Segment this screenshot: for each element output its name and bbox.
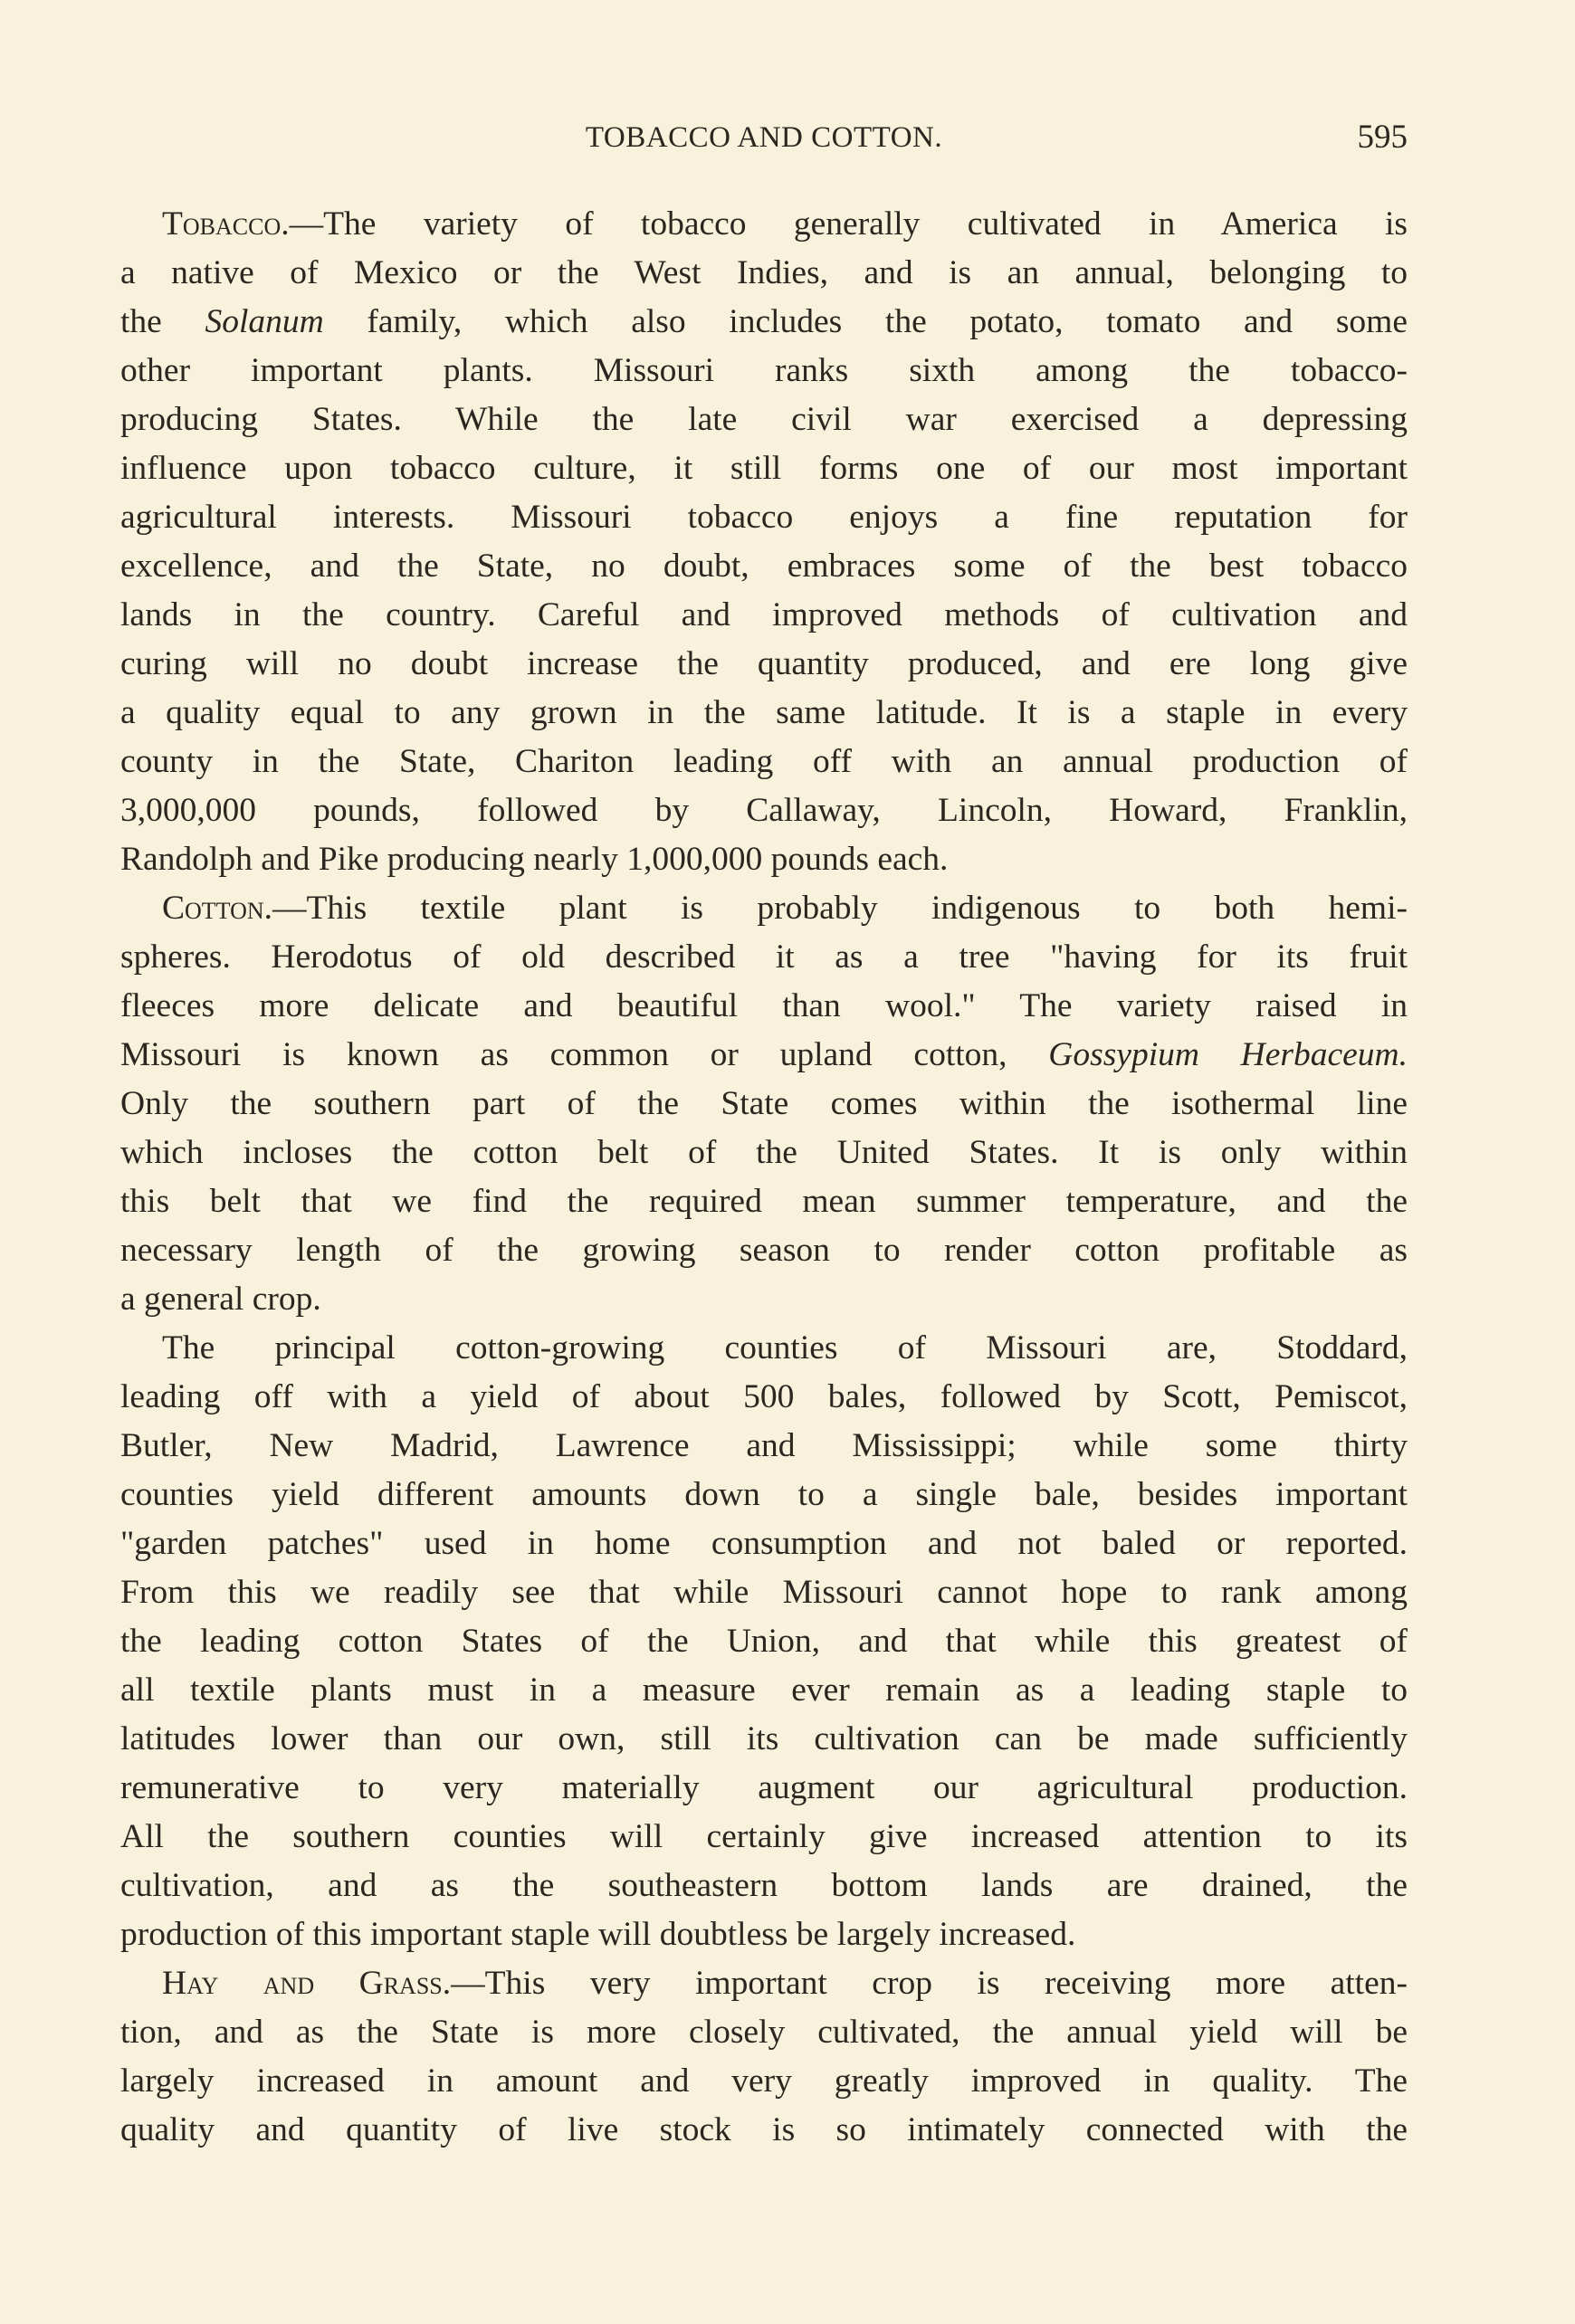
text-line — [120, 200, 1408, 249]
text-line — [120, 1617, 1408, 1666]
text-run: From this we readily see that while Missouri cannot hope to rank among — [120, 1574, 1408, 1611]
text-run: all textile plants must in a measure ever remain as a leading staple to — [120, 1672, 1408, 1709]
text-run: largely increased in amount and very greatly improved in quality. The — [120, 2062, 1408, 2100]
text-line — [120, 2008, 1408, 2057]
text-line — [120, 1813, 1408, 1862]
italic-term: Solanum — [205, 303, 324, 340]
text-line — [120, 591, 1408, 640]
text-line — [120, 1862, 1408, 1910]
text-line — [120, 1910, 1408, 1959]
text-run: a quality equal to any grown in the same latitude. It is a staple in every — [120, 694, 1408, 731]
text-line — [120, 786, 1408, 835]
text-run: spheres. Herodotus of old described it as a tree "having for its fruit — [120, 938, 1408, 976]
text-run: other important plants. Missouri ranks sixth among the tobacco- — [120, 352, 1408, 389]
text-run: this belt that we find the required mean summer temperature, and the — [120, 1183, 1408, 1220]
text-line — [120, 640, 1408, 689]
text-run: All the southern counties will certainly give increased attention to its — [120, 1818, 1408, 1855]
text-run: —The variety of tobacco generally cultivated in America is — [289, 205, 1408, 243]
section-heading: Cotton. — [162, 890, 273, 927]
text-run: tion, and as the State is more closely cultivated, the annual yield will be — [120, 2014, 1408, 2051]
text-run: the — [120, 303, 205, 340]
text-run: agricultural interests. Missouri tobacco enjoys a fine reputation for — [120, 499, 1408, 536]
text-run: necessary length of the growing season to render cotton profitable as — [120, 1232, 1408, 1269]
text-line — [120, 1471, 1408, 1519]
text-line — [120, 493, 1408, 542]
text-line — [120, 1568, 1408, 1617]
text-run: "garden patches" used in home consumption and not baled or reported. — [120, 1525, 1408, 1562]
text-line — [120, 1031, 1408, 1080]
text-line — [120, 1129, 1408, 1177]
text-line — [120, 884, 1408, 933]
text-run: a general crop. — [120, 1281, 321, 1318]
paragraph — [120, 884, 1408, 1324]
text-run: producing States. While the late civil war exercised a depressing — [120, 401, 1408, 438]
text-run: Missouri is known as common or upland cotton, — [120, 1036, 1049, 1073]
text-run: lands in the country. Careful and improved methods of cultivation and — [120, 596, 1408, 633]
text-run: fleeces more delicate and beautiful than wool." The variety raised in — [120, 987, 1408, 1024]
page-number: 595 — [1357, 119, 1408, 156]
text-line — [120, 1519, 1408, 1568]
text-line — [120, 347, 1408, 395]
text-line — [120, 1715, 1408, 1764]
text-line — [120, 1764, 1408, 1813]
text-run: latitudes lower than our own, still its cultivation can be made sufficiently — [120, 1720, 1408, 1757]
text-run: leading off with a yield of about 500 bales, followed by Scott, Pemiscot, — [120, 1378, 1408, 1415]
text-run: Only the southern part of the State comes within the isothermal line — [120, 1085, 1408, 1122]
text-run: —This textile plant is probably indigenous to both hemi- — [272, 890, 1408, 927]
text-line — [120, 249, 1408, 298]
text-line — [120, 933, 1408, 982]
text-line — [120, 1080, 1408, 1129]
text-run: remunerative to very materially augment our agricultural production. — [120, 1769, 1408, 1806]
text-line — [120, 444, 1408, 493]
text-line — [120, 1177, 1408, 1226]
running-head — [120, 116, 1408, 161]
text-line — [120, 835, 1408, 884]
text-line — [120, 1226, 1408, 1275]
text-line — [120, 1324, 1408, 1373]
text-line — [120, 298, 1408, 347]
text-run: counties yield different amounts down to a single bale, besides important — [120, 1476, 1408, 1513]
section-heading: Hay and Grass. — [162, 1965, 452, 2002]
text-run: The principal cotton-growing counties of Missouri are, Stoddard, — [162, 1329, 1408, 1367]
text-line — [120, 982, 1408, 1031]
text-line — [120, 1959, 1408, 2008]
text-line — [120, 1275, 1408, 1324]
text-run: influence upon tobacco culture, it still forms one of our most important — [120, 450, 1408, 487]
text-line — [120, 1422, 1408, 1471]
text-line — [120, 542, 1408, 591]
text-run: Butler, New Madrid, Lawrence and Mississippi; while some thirty — [120, 1427, 1408, 1464]
text-line — [120, 2057, 1408, 2106]
text-run: county in the State, Chariton leading off with an annual production of — [120, 743, 1408, 780]
text-run: cultivation, and as the southeastern bottom lands are drained, the — [120, 1867, 1408, 1904]
text-run: Randolph and Pike producing nearly 1,000,000 pounds each. — [120, 841, 949, 878]
text-run: 3,000,000 pounds, followed by Callaway, Lincoln, Howard, Franklin, — [120, 792, 1408, 829]
text-run: quality and quantity of live stock is so intimately connected with the — [120, 2111, 1408, 2148]
text-line — [120, 689, 1408, 738]
paragraph — [120, 1959, 1408, 2155]
text-run: —This very important crop is receiving more atten- — [451, 1965, 1408, 2002]
text-run: excellence, and the State, no doubt, embraces some of the best tobacco — [120, 548, 1408, 585]
text-line — [120, 2106, 1408, 2155]
paragraph — [120, 1324, 1408, 1959]
section-heading: Tobacco. — [162, 205, 290, 243]
text-run: the leading cotton States of the Union, and that while this greatest of — [120, 1623, 1408, 1660]
text-line — [120, 738, 1408, 786]
text-run: curing will no doubt increase the quantity produced, and ere long give — [120, 645, 1408, 682]
text-line — [120, 1666, 1408, 1715]
text-run: a native of Mexico or the West Indies, and is an annual, belonging to — [120, 254, 1408, 291]
italic-term: Gossypium Herbaceum. — [1048, 1036, 1408, 1073]
text-line — [120, 1373, 1408, 1422]
paragraph — [120, 200, 1408, 884]
text-run: family, which also includes the potato, tomato and some — [323, 303, 1408, 340]
text-run: production of this important staple will doubtless be largely increased. — [120, 1916, 1076, 1953]
text-line — [120, 395, 1408, 444]
running-head-title: TOBACCO AND COTTON. — [585, 121, 943, 154]
text-run: which incloses the cotton belt of the United States. It is only within — [120, 1134, 1408, 1171]
body-text — [120, 200, 1408, 2155]
